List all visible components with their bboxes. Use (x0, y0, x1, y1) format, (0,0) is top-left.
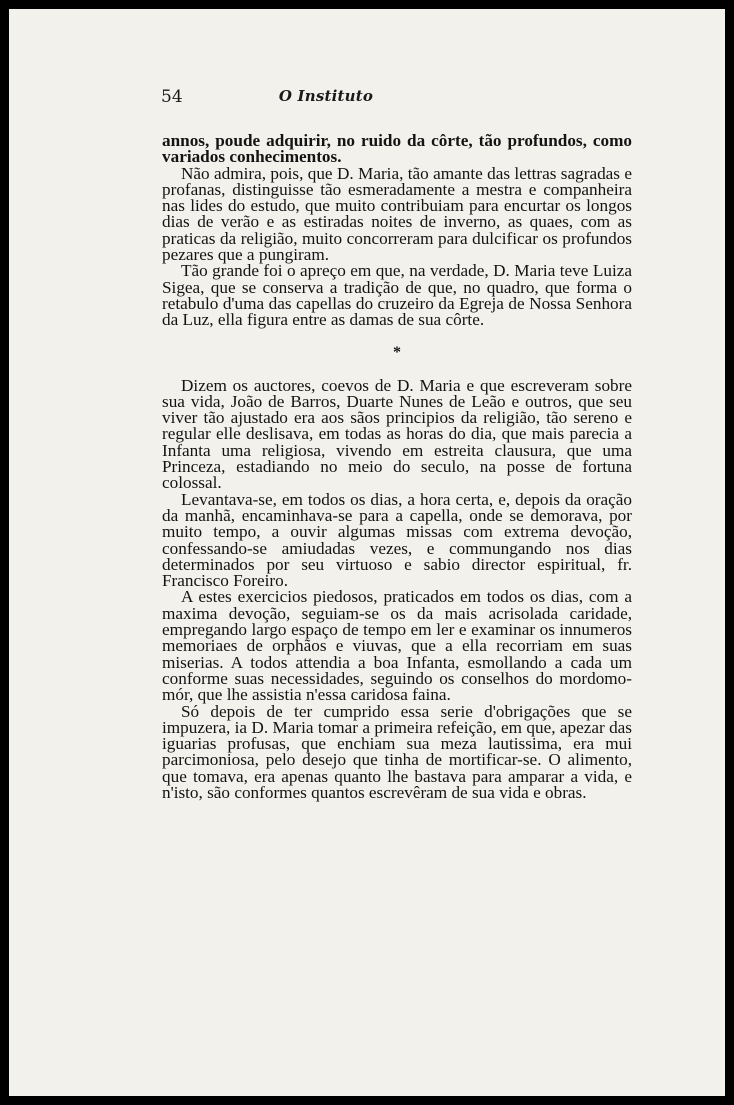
paragraph: Tão grande foi o apreço em que, na verdade, D. Maria teve Luiza Sigea, que se conserva a tradição de que, no quadro, que forma o retabulo d'uma das capellas do cruzeiro da Egreja de Nossa Senhora da Luz, ella figura entre as damas de sua côrte. (162, 261, 632, 330)
page-header (161, 87, 491, 113)
body-text (162, 133, 632, 801)
paragraph: Levantava-se, em todos os dias, a hora certa, e, depois da oração da manhã, encaminhava-se para a capella, onde se demorava, por muito tempo, a ouvir algumas missas com extrema devoção, confessando-se amiudadas vezes, e commungando nos dias determinados por seu virtuoso e sabio director espiritual, fr. Francisco Foreiro. (162, 489, 632, 591)
section-separator: * (393, 343, 401, 361)
book-page (9, 9, 725, 1096)
running-title: O Instituto (278, 87, 374, 105)
paragraph: Dizem os auctores, coevos de D. Maria e que escreveram sobre sua vida, João de Barros, Duarte Nunes de Leão e outros, que seu viver tão ajustado era aos sãos principios da religião, tão sereno e regular elle deslisava, em todas as horas do dia, que mais parecia a Infanta uma religiosa, vivendo em estreita clausura, que uma Princeza, estadiando no meio do seculo, na posse de fortuna colossal. (162, 375, 632, 493)
paragraph: A estes exercicios piedosos, praticados em todos os dias, com a maxima devoção, seguiam-se os da mais acrisolada caridade, empregando largo espaço de tempo em ler e examinar os innumeros memoriaes de orphãos e viuvas, que a ella recorriam em suas miserias. A todos attendia a boa Infanta, esmollando a cada um conforme suas necessidades, seguindo os conselhos do mordomo-mór, que lhe assistia n'essa caridosa faina. (162, 587, 632, 705)
paragraph: annos, poude adquirir, no ruido da côrte, tão profundos, como variados conhecimentos. (162, 131, 632, 167)
page-number: 54 (161, 87, 183, 107)
paragraph: Só depois de ter cumprido essa serie d'obrigações que se impuzera, ia D. Maria tomar a primeira refeição, em que, apezar das iguarias profusas, que enchiam sua meza lautissima, era mui parcimoniosa, pelo desejo que tinha de mortificar-se. O alimento, que tomava, era apenas quanto lhe bastava para amparar a vida, e n'isto, são conformes quantos escrevêram de sua vida e obras. (162, 701, 632, 802)
paragraph: Não admira, pois, que D. Maria, tão amante das lettras sagradas e profanas, distinguisse tão esmeradamente a mestra e companheira nas lides do estudo, que muito contribuiam para encurtar os longos dias de verão e as estiradas noites de inverno, as quaes, com as praticas da religião, muito concorreram para dulcificar os profundos pezares que a pungiram. (162, 163, 632, 265)
